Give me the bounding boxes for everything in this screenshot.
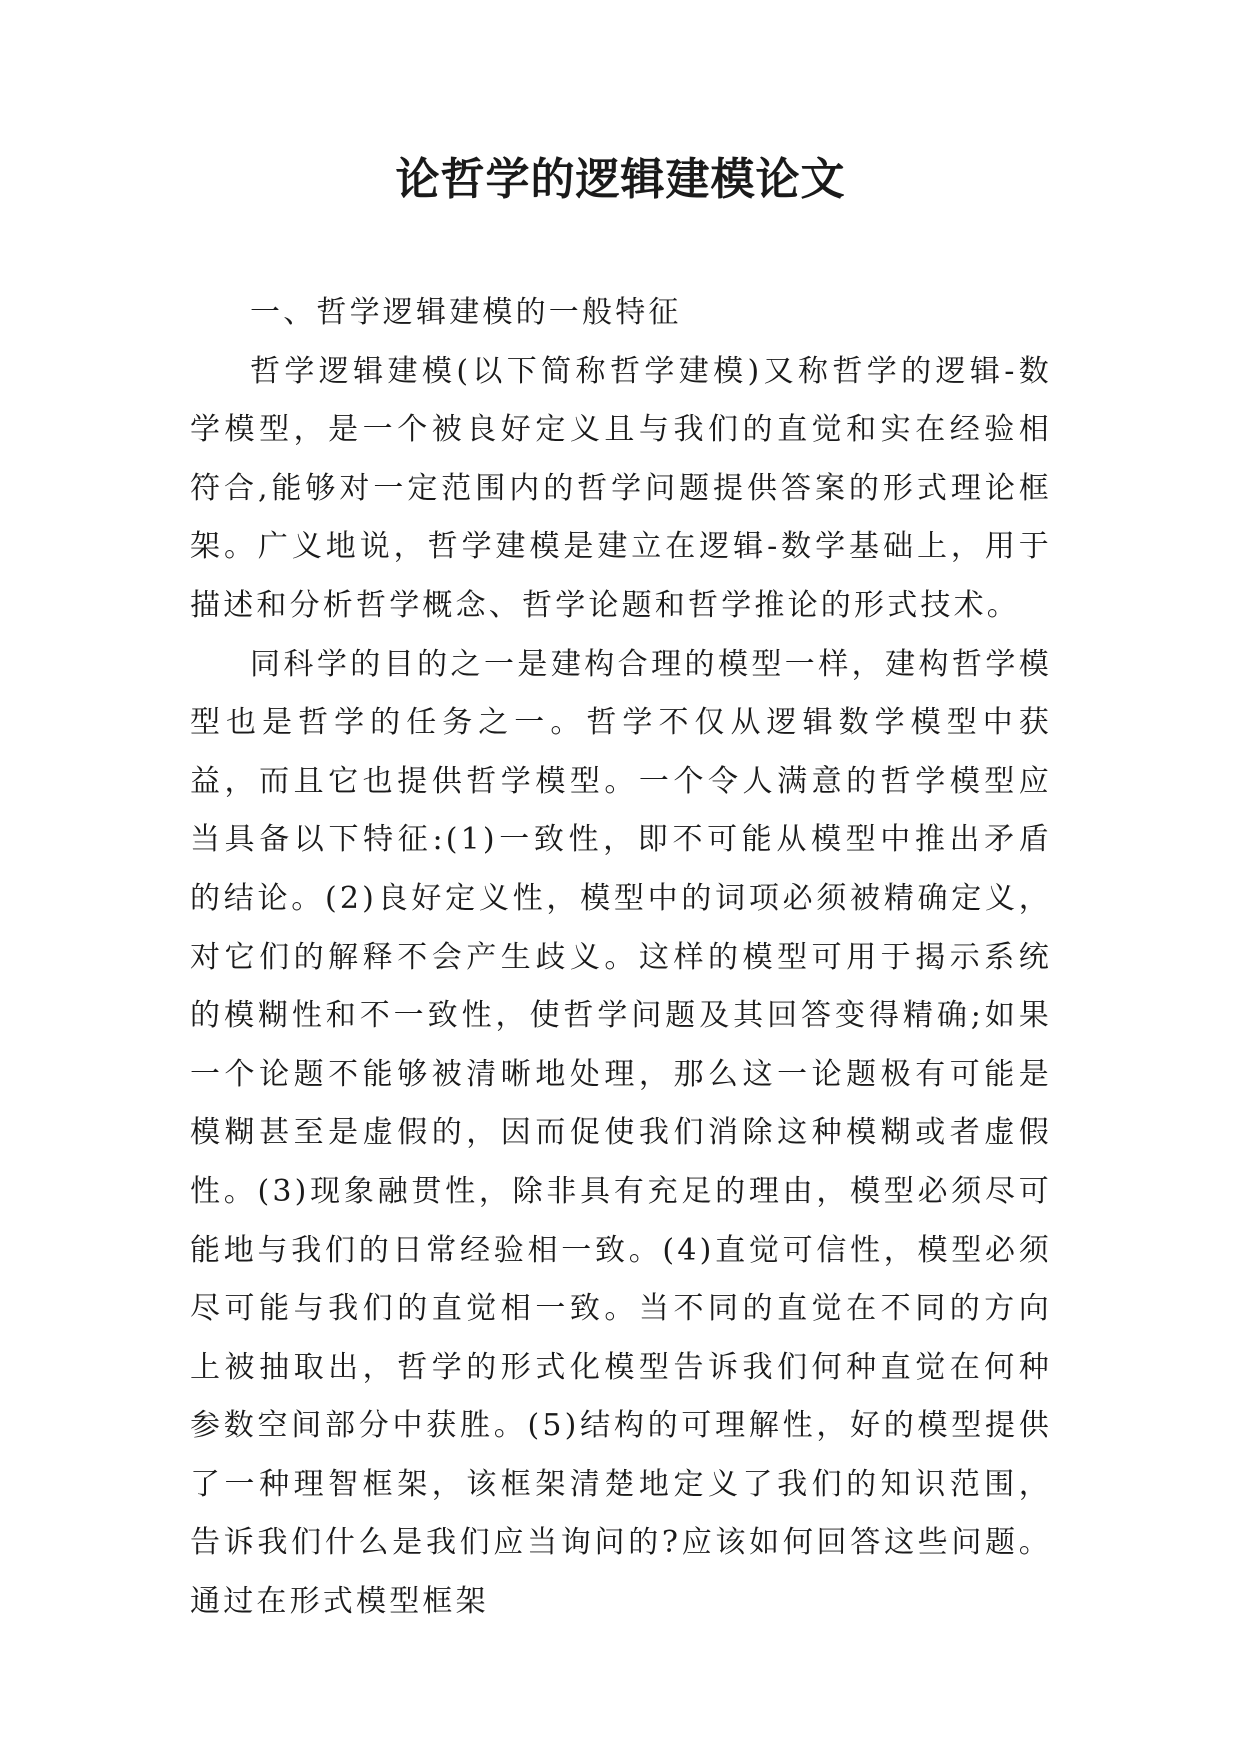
section-heading: 一、哲学逻辑建模的一般特征 [250,295,682,330]
document-title: 论哲学的逻辑建模论文 [395,154,846,205]
document-body [190,284,1052,1632]
paragraph-2: 同科学的目的之一是建构合理的模型一样，建构哲学模型也是哲学的任务之一。哲学不仅从逻辑数学模型中获益，而且它也提供哲学模型。一个令人满意的哲学模型应当具备以下特征:(1)一致性，即不可能从模型中推出矛盾的结论。(2)良好定义性，模型中的词项必须被精确定义，对它们的解释不会产生歧义。这样的模型可用于揭示系统的模糊性和不一致性，使哲学问题及其回答变得精确;如果一个论题不能够被清晰地处理，那么这一论题极有可能是模糊甚至是虚假的，因而促使我们消除这种模糊或者虚假性。(3)现象融贯性，除非具有充足的理由，模型必须尽可能地与我们的日常经验相一致。(4)直觉可信性，模型必须尽可能与我们的直觉相一致。当不同的直觉在不同的方向上被抽取出，哲学的形式化模型告诉我们何种直觉在何种参数空间部分中获胜。(5)结构的可理解性，好的模型提供了一种理智框架，该框架清楚地定义了我们的知识范围，告诉我们什么是我们应当询问的?应该如何回答这些问题。通过在形式模型框架 [190,646,1052,1620]
paragraph-1: 哲学逻辑建模(以下简称哲学建模)又称哲学的逻辑-数学模型，是一个被良好定义且与我们的直觉和实在经验相符合,能够对一定范围内的哲学问题提供答案的形式理论框架。广义地说，哲学建模是建立在逻辑-数学基础上，用于描述和分析哲学概念、哲学论题和哲学推论的形式技术。 [190,353,1052,623]
